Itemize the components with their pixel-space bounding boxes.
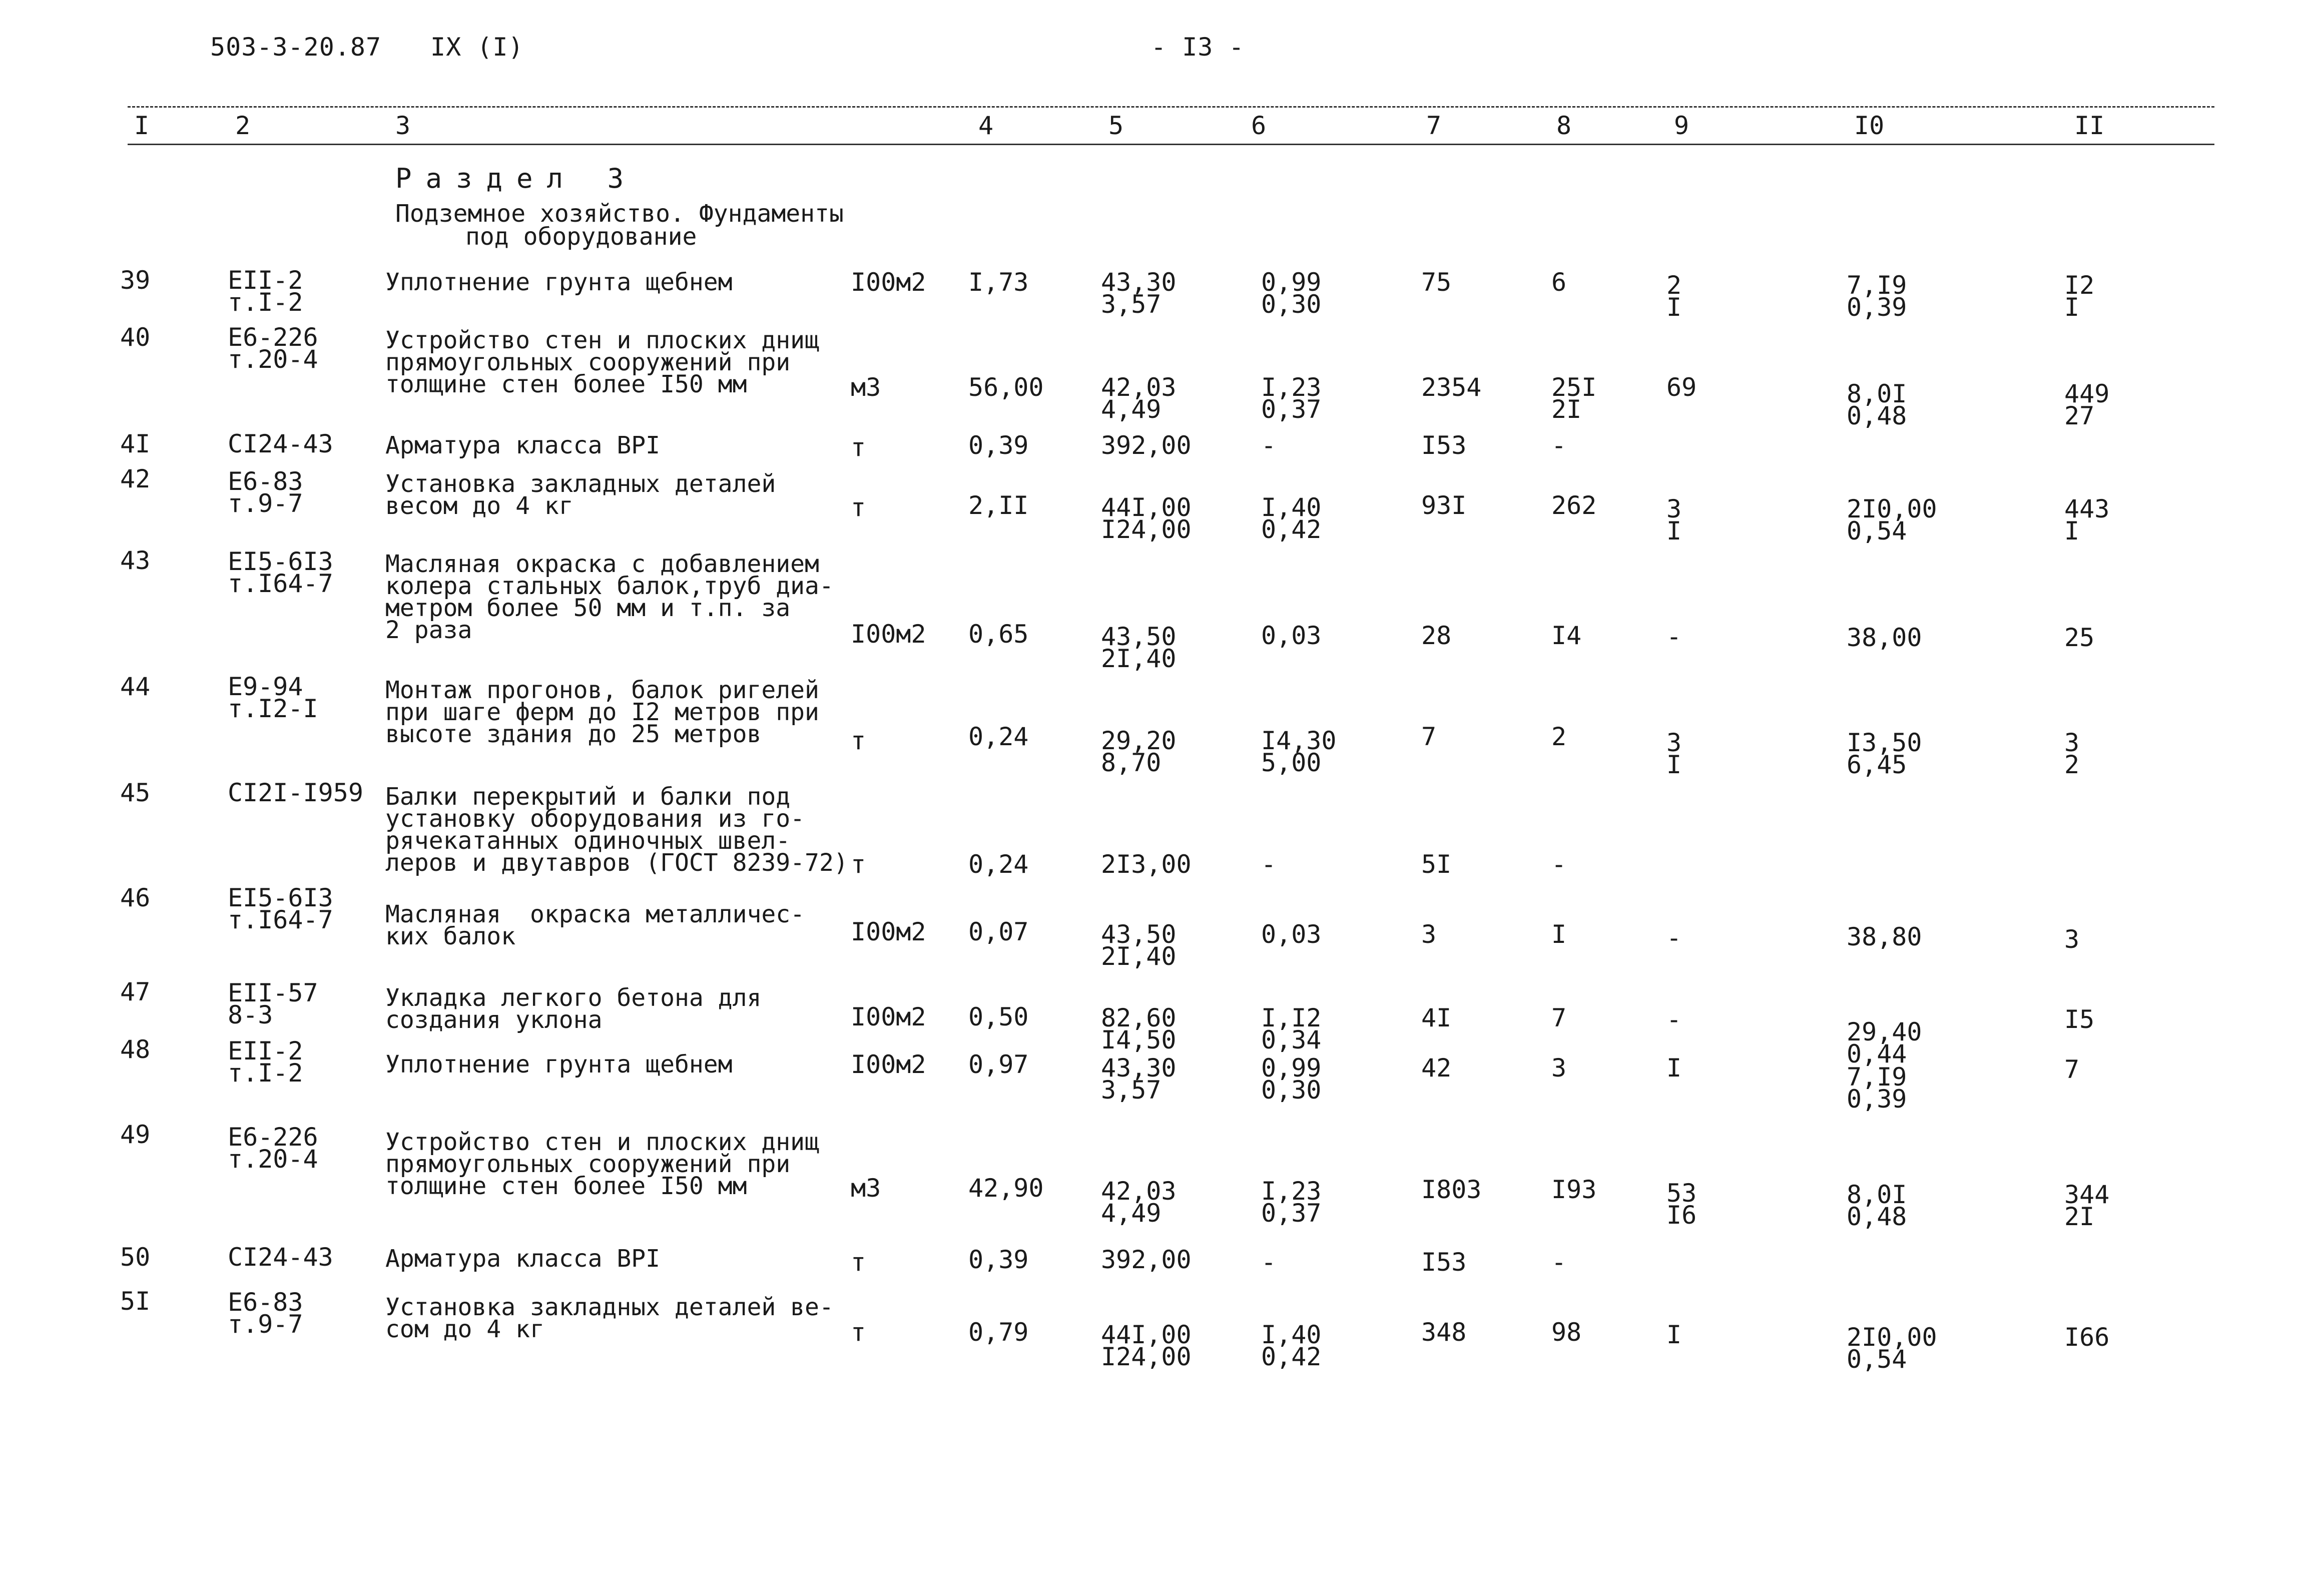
unit: I00м2 <box>851 917 926 946</box>
row-number: 44 <box>120 672 151 701</box>
col-8-value: I4 <box>1551 621 1582 650</box>
col-5-value: 29,20 8,70 <box>1101 726 1177 777</box>
col-8-value: 98 <box>1551 1318 1582 1347</box>
unit: I00м2 <box>851 1002 926 1031</box>
col-5-value: 42,03 4,49 <box>1101 373 1177 424</box>
col-10-value: 29,40 0,44 <box>1847 1017 1922 1069</box>
col-5-value: 82,60 I4,50 <box>1101 1003 1177 1054</box>
col-8-value: 262 <box>1551 491 1597 520</box>
page-number: - I3 - <box>1151 33 1245 62</box>
quantity: 42,90 <box>968 1174 1044 1203</box>
unit: м3 <box>851 373 881 402</box>
col-10-value: 38,00 <box>1847 623 1922 652</box>
row-number: 39 <box>120 266 151 295</box>
unit: т <box>851 493 866 522</box>
norm-code: E6-83 т.9-7 <box>228 1288 303 1339</box>
col-9-value: - <box>1666 1005 1682 1034</box>
col-11-value: 344 2I <box>2064 1180 2110 1231</box>
column-number-3: 3 <box>395 111 411 140</box>
row-number: 50 <box>120 1243 151 1272</box>
column-number-6: 6 <box>1251 111 1267 140</box>
col-10-value: 7,I9 0,39 <box>1847 1062 1907 1114</box>
col-6-value: I,23 0,37 <box>1261 1177 1322 1228</box>
quantity: 0,07 <box>968 917 1029 946</box>
col-7-value: I803 <box>1421 1175 1482 1204</box>
document-code: 503-3-20.87 <box>210 33 382 62</box>
col-8-value: - <box>1551 1248 1567 1277</box>
col-9-value: - <box>1666 622 1682 651</box>
norm-code: E6-83 т.9-7 <box>228 467 303 518</box>
col-8-value: 2 <box>1551 722 1567 751</box>
column-number-9: 9 <box>1674 111 1689 140</box>
col-8-value: - <box>1551 850 1567 879</box>
quantity: 0,39 <box>968 1245 1029 1274</box>
col-7-value: 348 <box>1421 1318 1467 1347</box>
column-number-1: I <box>134 111 150 140</box>
album-number: IX (I) <box>430 33 524 62</box>
col-6-value: I4,30 5,00 <box>1261 726 1337 777</box>
norm-code: CI2I-I959 <box>228 778 363 807</box>
col-5-value: 43,50 2I,40 <box>1101 622 1177 673</box>
work-description: Устройство стен и плоских днищ прямоугольных сооружений при толщине стен более I50 мм <box>385 1128 819 1200</box>
col-9-value: 3 I <box>1666 494 1682 546</box>
row-number: 48 <box>120 1035 151 1064</box>
col-5-value: 42,03 4,49 <box>1101 1177 1177 1228</box>
work-description: Масляная окраска с добавлением колера стальных балок,труб диа- метром более 50 мм и т.п. за 2 раза <box>385 550 834 644</box>
col-7-value: 93I <box>1421 491 1467 520</box>
column-number-5: 5 <box>1108 111 1124 140</box>
col-10-value: 2I0,00 0,54 <box>1847 494 1937 546</box>
work-description: Балки перекрытий и балки под установку оборудования из го- рячекатанных одиночных швел- леров и двутавров (ГОСТ 8239-72) <box>385 783 848 877</box>
quantity: 2,II <box>968 491 1029 520</box>
quantity: 0,65 <box>968 620 1029 649</box>
quantity: 0,79 <box>968 1318 1029 1347</box>
col-8-value: I93 <box>1551 1175 1597 1204</box>
col-9-value: 2 I <box>1666 271 1682 322</box>
section-subtitle-line2: под оборудование <box>465 223 697 251</box>
norm-code: E6-226 т.20-4 <box>228 1123 318 1174</box>
col-9-value: 69 <box>1666 373 1697 402</box>
col-10-value: 7,I9 0,39 <box>1847 271 1907 322</box>
col-7-value: I53 <box>1421 1248 1467 1277</box>
norm-code: CI24-43 <box>228 1243 333 1272</box>
row-number: 42 <box>120 464 151 493</box>
col-6-value: I,I2 0,34 <box>1261 1003 1322 1054</box>
col-7-value: 2354 <box>1421 373 1482 402</box>
unit: I00м2 <box>851 620 926 649</box>
col-9-value: I <box>1666 1320 1682 1349</box>
col-11-value: 449 27 <box>2064 379 2110 430</box>
col-7-value: 42 <box>1421 1053 1452 1083</box>
norm-code: E6-226 т.20-4 <box>228 323 318 374</box>
column-number-2: 2 <box>235 111 251 140</box>
quantity: 0,97 <box>968 1050 1029 1079</box>
col-11-value: 25 <box>2064 623 2095 652</box>
quantity: I,73 <box>968 268 1029 297</box>
col-11-value: I5 <box>2064 1005 2095 1034</box>
row-number: 43 <box>120 546 151 575</box>
column-number-7: 7 <box>1426 111 1442 140</box>
col-7-value: 5I <box>1421 850 1452 879</box>
quantity: 0,39 <box>968 431 1029 460</box>
col-10-value: 8,0I 0,48 <box>1847 1180 1907 1231</box>
unit: т <box>851 850 866 879</box>
col-6-value: - <box>1261 850 1277 879</box>
col-10-value: I3,50 6,45 <box>1847 728 1922 779</box>
col-10-value: 38,80 <box>1847 922 1922 951</box>
work-description: Масляная окраска металличес- ких балок <box>385 900 805 950</box>
col-7-value: 4I <box>1421 1003 1452 1032</box>
quantity: 0,24 <box>968 850 1029 879</box>
norm-code: EII-2 т.I-2 <box>228 266 303 317</box>
norm-code: EII-2 т.I-2 <box>228 1036 303 1088</box>
row-number: 4I <box>120 429 151 458</box>
norm-code: CI24-43 <box>228 429 333 458</box>
col-6-value: 0,03 <box>1261 920 1322 949</box>
col-8-value: I <box>1551 920 1567 949</box>
unit: т <box>851 726 866 755</box>
col-9-value: - <box>1666 923 1682 952</box>
col-6-value: I,40 0,42 <box>1261 1320 1322 1371</box>
col-6-value: 0,99 0,30 <box>1261 268 1322 319</box>
col-8-value: 7 <box>1551 1003 1567 1032</box>
unit: I00м2 <box>851 1050 926 1079</box>
work-description: Уплотнение грунта щебнем <box>385 268 733 296</box>
row-number: 46 <box>120 883 151 912</box>
row-number: 47 <box>120 977 151 1006</box>
quantity: 0,50 <box>968 1002 1029 1031</box>
col-6-value: - <box>1261 431 1277 460</box>
row-number: 45 <box>120 778 151 807</box>
unit: м3 <box>851 1174 881 1203</box>
col-9-value: 3 I <box>1666 728 1682 779</box>
quantity: 56,00 <box>968 373 1044 402</box>
work-description: Арматура класса BPI <box>385 1245 661 1273</box>
col-6-value: I,40 0,42 <box>1261 493 1322 544</box>
col-5-value: 43,30 3,57 <box>1101 1053 1177 1105</box>
col-7-value: 7 <box>1421 722 1437 751</box>
col-6-value: 0,03 <box>1261 621 1322 650</box>
col-9-value: 53 I6 <box>1666 1179 1697 1230</box>
work-description: Установка закладных деталей ве- сом до 4 кг <box>385 1293 834 1343</box>
col-11-value: I2 I <box>2064 271 2095 322</box>
col-8-value: 25I 2I <box>1551 373 1597 424</box>
col-8-value: 3 <box>1551 1053 1567 1083</box>
unit: т <box>851 433 866 462</box>
col-8-value: - <box>1551 431 1567 460</box>
work-description: Арматура класса BPI <box>385 431 661 459</box>
col-11-value: 3 2 <box>2064 728 2080 779</box>
col-5-value: 44I,00 I24,00 <box>1101 493 1192 544</box>
col-11-value: 7 <box>2064 1055 2080 1084</box>
section-title: Раздел 3 <box>395 163 638 194</box>
col-6-value: 0,99 0,30 <box>1261 1053 1322 1105</box>
col-5-value: 392,00 <box>1101 431 1192 460</box>
col-10-value: 8,0I 0,48 <box>1847 379 1907 430</box>
norm-code: EII-57 8-3 <box>228 978 318 1029</box>
col-5-value: 43,30 3,57 <box>1101 268 1177 319</box>
row-number: 5I <box>120 1287 151 1316</box>
quantity: 0,24 <box>968 722 1029 751</box>
unit: т <box>851 1318 866 1347</box>
column-number-8: 8 <box>1556 111 1572 140</box>
col-6-value: - <box>1261 1248 1277 1277</box>
col-11-value: I66 <box>2064 1323 2110 1352</box>
col-11-value: 3 <box>2064 925 2080 954</box>
norm-code: EI5-6I3 т.I64-7 <box>228 883 333 934</box>
col-5-value: 43,50 2I,40 <box>1101 920 1177 971</box>
row-number: 49 <box>120 1120 151 1149</box>
header-bottom-rule <box>128 144 2214 145</box>
col-6-value: I,23 0,37 <box>1261 373 1322 424</box>
norm-code: E9-94 т.I2-I <box>228 672 318 723</box>
work-description: Уплотнение грунта щебнем <box>385 1050 733 1079</box>
section-subtitle-line1: Подземное хозяйство. Фундаменты <box>395 200 844 228</box>
work-description: Монтаж прогонов, балок ригелей при шаге ферм до I2 метров при высоте здания до 25 метров <box>385 676 819 748</box>
col-7-value: 75 <box>1421 268 1452 297</box>
header-top-rule <box>128 106 2214 108</box>
work-description: Установка закладных деталей весом до 4 кг <box>385 470 776 520</box>
col-11-value: 443 I <box>2064 494 2110 546</box>
col-9-value: I <box>1666 1053 1682 1083</box>
row-number: 40 <box>120 323 151 352</box>
column-number-11: II <box>2074 111 2105 140</box>
work-description: Устройство стен и плоских днищ прямоугольных сооружений при толщине стен более I50 мм <box>385 326 819 398</box>
col-7-value: I53 <box>1421 431 1467 460</box>
col-10-value: 2I0,00 0,54 <box>1847 1323 1937 1374</box>
col-8-value: 6 <box>1551 268 1567 297</box>
column-number-10: I0 <box>1854 111 1885 140</box>
column-number-4: 4 <box>978 111 994 140</box>
norm-code: EI5-6I3 т.I64-7 <box>228 547 333 598</box>
col-5-value: 2I3,00 <box>1101 850 1192 879</box>
unit: I00м2 <box>851 268 926 297</box>
unit: т <box>851 1248 866 1277</box>
work-description: Укладка легкого бетона для создания уклона <box>385 984 762 1034</box>
col-7-value: 3 <box>1421 920 1437 949</box>
col-5-value: 44I,00 I24,00 <box>1101 1320 1192 1371</box>
col-7-value: 28 <box>1421 621 1452 650</box>
col-5-value: 392,00 <box>1101 1245 1192 1274</box>
